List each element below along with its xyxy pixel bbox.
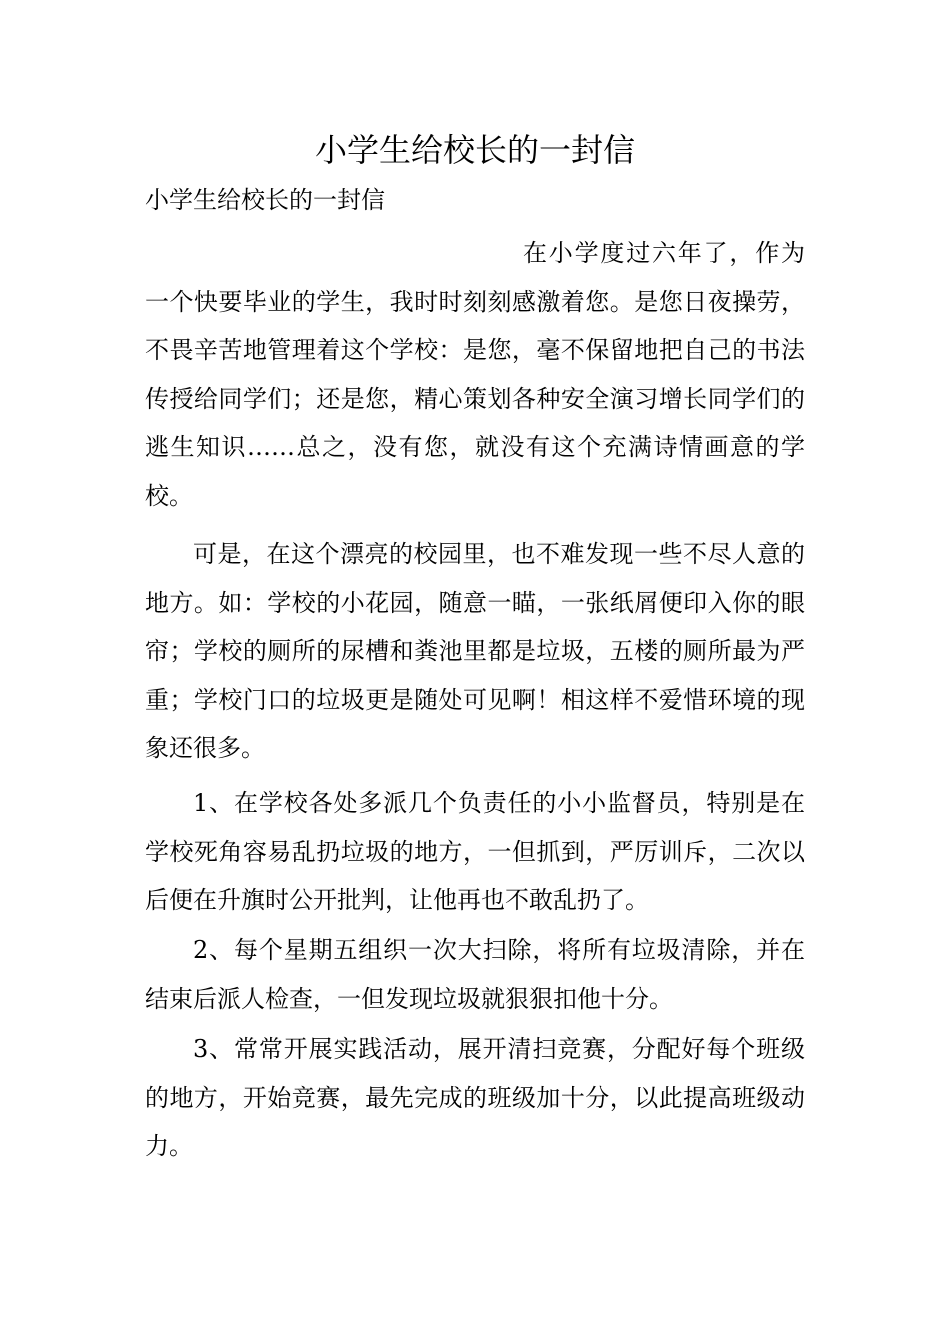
paragraph-suggestion-3: 3、常常开展实践活动，展开清扫竞赛，分配好每个班级的地方，开始竞赛，最先完成的班级加十分，以此提高班级动力。 [145, 1035, 805, 1160]
paragraph-suggestion-1: 1、在学校各处多派几个负责任的小小监督员，特别是在学校死角容易乱扔垃圾的地方，一但抓到，严厉训斥，二次以后便在升旗时公开批判，让他再也不敢乱扔了。 [145, 789, 805, 914]
paragraph-suggestion-2: 2、每个星期五组织一次大扫除，将所有垃圾清除，并在结束后派人检查，一但发现垃圾就狠狠扣他十分。 [145, 936, 805, 1013]
paragraph-intro: 在小学度过六年了，作为一个快要毕业的学生，我时时刻刻感激着您。是您日夜操劳，不畏辛苦地管理着这个学校：是您，毫不保留地把自己的书法传授给同学们；还是您，精心策划各种安全演习增长同学们的逃生知识……总之，没有您，就没有这个充满诗情画意的学校。 [145, 239, 805, 510]
document-title: 小学生给校长的一封信 [314, 131, 635, 169]
paragraph-problems: 可是，在这个漂亮的校园里，也不难发现一些不尽人意的地方。如：学校的小花园，随意一瞄，一张纸屑便印入你的眼帘；学校的厕所的尿槽和粪池里都是垃圾，五楼的厕所最为严重；学校门口的垃圾更是随处可见啊！相这样不爱惜环境的现象还很多。 [145, 540, 805, 762]
document-subtitle: 小学生给校长的一封信 [145, 186, 385, 214]
